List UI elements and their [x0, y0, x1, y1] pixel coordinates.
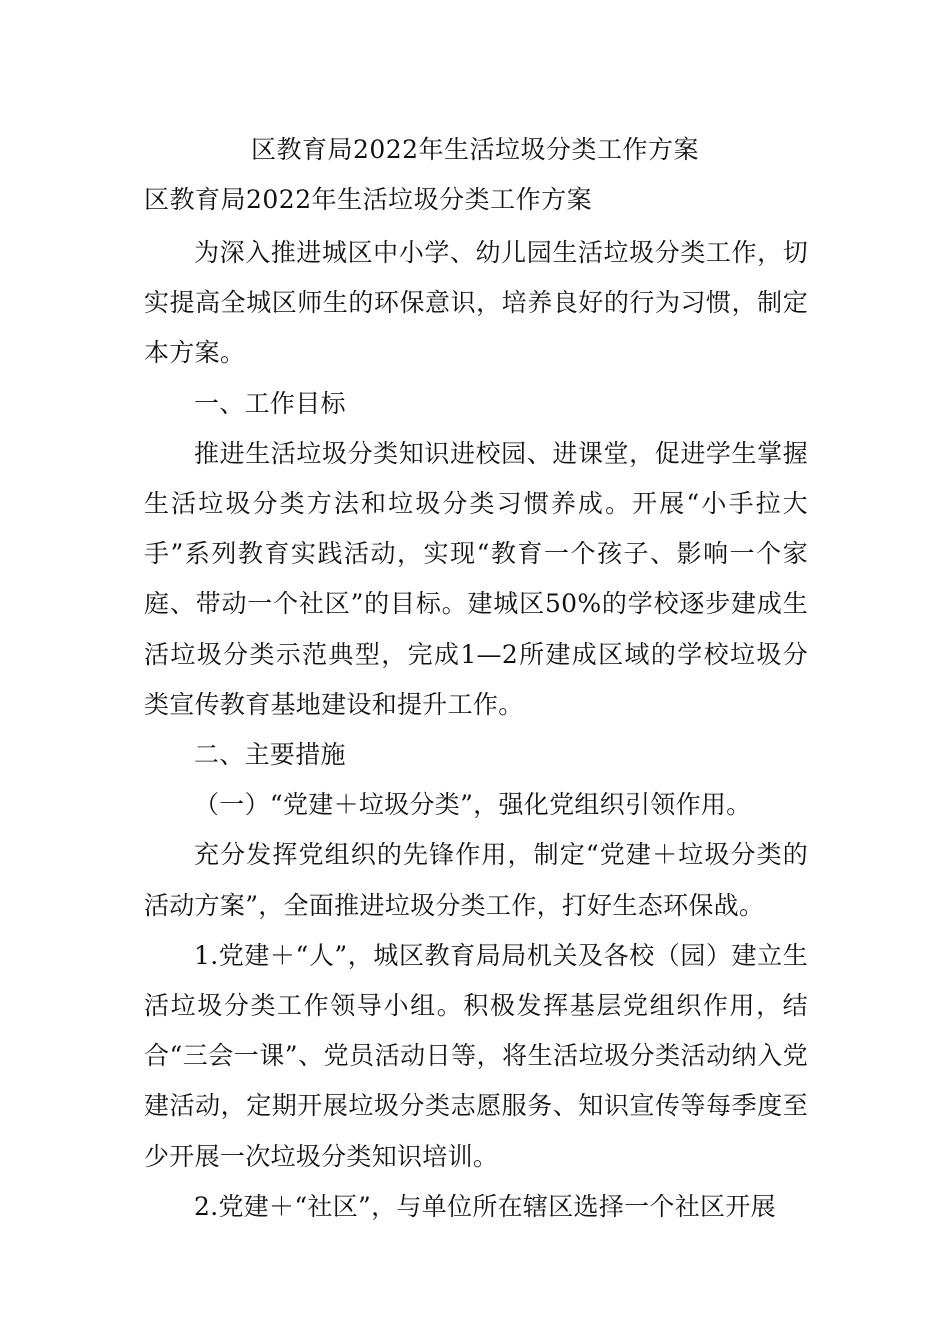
document-title: 区教育局2022年生活垃圾分类工作方案	[250, 135, 700, 164]
document-body	[144, 228, 808, 1232]
document-subtitle: 区教育局2022年生活垃圾分类工作方案	[144, 185, 593, 214]
paragraph-intro: 为深入推进城区中小学、幼儿园生活垃圾分类工作，切实提高全城区师生的环保意识，培养良好的行为习惯，制定本方案。	[144, 238, 808, 368]
section-heading-goals: 一、工作目标	[194, 388, 346, 418]
paragraph-item-1: 1.党建＋“人”，城区教育局局机关及各校（园）建立生活垃圾分类工作领导小组。积极发挥基层党组织作用，结合“三会一课”、党员活动日等，将生活垃圾分类活动纳入党建活动，定期开展垃圾分类志愿服务、知识宣传等每季度至少开展一次垃圾分类知识培训。	[144, 940, 808, 1171]
paragraph-goals: 推进生活垃圾分类知识进校园、进课堂，促进学生掌握生活垃圾分类方法和垃圾分类习惯养成。开展“小手拉大手”系列教育实践活动，实现“教育一个孩子、影响一个家庭、带动一个社区”的目标。建城区50%的学校逐步建成生活垃圾分类示范典型，完成1—2所建成区域的学校垃圾分类宣传教育基地建设和提升工作。	[144, 438, 808, 719]
paragraph-party-role: 充分发挥党组织的先锋作用，制定“党建＋垃圾分类的活动方案”，全面推进垃圾分类工作，打好生态环保战。	[144, 840, 808, 920]
section-heading-measures: 二、主要措施	[194, 740, 346, 770]
subsection-heading-party-building: （一）“党建＋垃圾分类”，强化党组织引领作用。	[194, 790, 752, 820]
paragraph-item-2: 2.党建＋“社区”，与单位所在辖区选择一个社区开展	[194, 1191, 776, 1221]
